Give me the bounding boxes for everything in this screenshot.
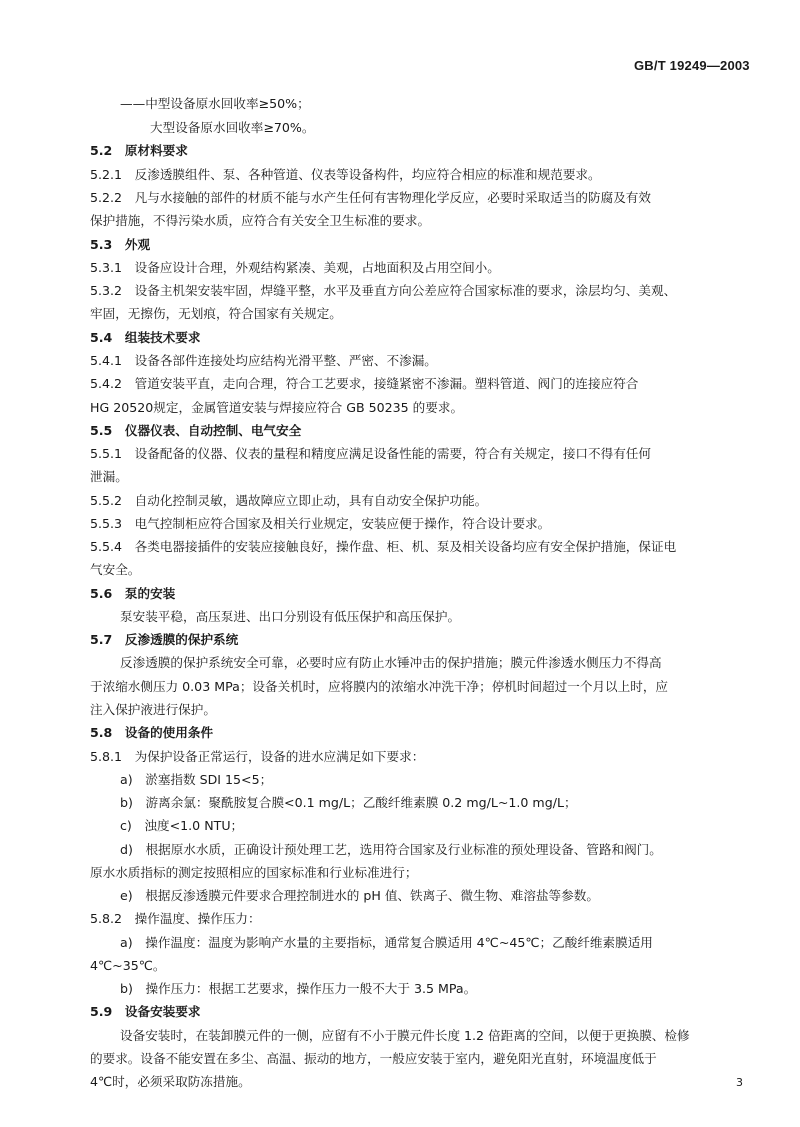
text-line: ——中型设备原水回收率≥50%； — [120, 96, 310, 111]
text-line: 注入保护液进行保护。 — [90, 702, 216, 717]
text-line: 5.2.2 凡与水接触的部件的材质不能与水产生任何有害物理化学反应，必要时采取适当的防腐及有效 — [90, 190, 651, 205]
text-line: 5.5.3 电气控制柜应符合国家及相关行业规定，安装应便于操作，符合设计要求。 — [90, 516, 551, 531]
section-heading: 5.9 设备安装要求 — [90, 1004, 201, 1019]
text-line: 5.8.2 操作温度、操作压力： — [90, 911, 261, 926]
text-line: 4℃~35℃。 — [90, 958, 166, 973]
text-line: 5.8.1 为保护设备正常运行，设备的进水应满足如下要求： — [90, 749, 425, 764]
text-line: 泄漏。 — [90, 469, 128, 484]
section-heading: 5.5 仪器仪表、自动控制、电气安全 — [90, 423, 302, 438]
text-line: 原水水质指标的测定按照相应的国家标准和行业标准进行； — [90, 865, 418, 880]
text-line: 5.5.2 自动化控制灵敏，遇故障应立即止动，具有自动安全保护功能。 — [90, 493, 488, 508]
list-item: c) 浊度<1.0 NTU； — [120, 818, 244, 833]
list-item: a) 操作温度：温度为影响产水量的主要指标，通常复合膜适用 4℃~45℃；乙酸纤维素膜适用 — [120, 935, 653, 950]
text-line: 5.3.1 设备应设计合理，外观结构紧凑、美观，占地面积及占用空间小。 — [90, 260, 500, 275]
text-line: 5.5.1 设备配备的仪器、仪表的量程和精度应满足设备性能的需要，符合有关规定，接口不得有任何 — [90, 446, 651, 461]
text-line: 5.4.1 设备各部件连接处均应结构光滑平整、严密、不渗漏。 — [90, 353, 437, 368]
text-line: 泵安装平稳，高压泵进、出口分别设有低压保护和高压保护。 — [120, 609, 461, 624]
list-item: a) 淤塞指数 SDI 15<5； — [120, 772, 273, 787]
text-line: 于浓缩水侧压力 0.03 MPa；设备关机时，应将膜内的浓缩水冲洗干净；停机时间超过一个月以上时，应 — [90, 679, 669, 694]
list-item: b) 操作压力：根据工艺要求，操作压力一般不大于 3.5 MPa。 — [120, 981, 477, 996]
text-line: 的要求。设备不能安置在多尘、高温、振动的地方，一般应安装于室内，避免阳光直射，环境温度低于 — [90, 1051, 657, 1066]
page-number: 3 — [736, 1076, 743, 1089]
section-heading: 5.3 外观 — [90, 237, 151, 252]
text-line: 设备安装时，在装卸膜元件的一侧，应留有不小于膜元件长度 1.2 倍距离的空间，以便于更换膜、检修 — [120, 1028, 690, 1043]
section-heading: 5.7 反渗透膜的保护系统 — [90, 632, 239, 647]
text-line: 反渗透膜的保护系统安全可靠，必要时应有防止水锤冲击的保护措施；膜元件渗透水侧压力不得高 — [120, 655, 662, 670]
text-line: 5.4.2 管道安装平直，走向合理，符合工艺要求，接缝紧密不渗漏。塑料管道、阀门的连接应符合 — [90, 376, 639, 391]
list-item: e) 根据反渗透膜元件要求合理控制进水的 pH 值、铁离子、微生物、难溶盐等参数。 — [120, 888, 599, 903]
section-heading: 5.6 泵的安装 — [90, 586, 176, 601]
section-heading: 5.8 设备的使用条件 — [90, 725, 214, 740]
text-line: 5.5.4 各类电器接插件的安装应接触良好，操作盘、柜、机、泵及相关设备均应有安全保护措施，保证电 — [90, 539, 677, 554]
section-heading: 5.4 组装技术要求 — [90, 330, 201, 345]
text-line: 气安全。 — [90, 562, 141, 577]
list-item: d) 根据原水水质，正确设计预处理工艺，选用符合国家及行业标准的预处理设备、管路和阀门。 — [120, 842, 662, 857]
text-line: HG 20520规定，金属管道安装与焊接应符合 GB 50235 的要求。 — [90, 400, 464, 415]
text-line: 5.3.2 设备主机架安装牢固，焊缝平整，水平及垂直方向公差应符合国家标准的要求，涂层均匀、美观、 — [90, 283, 677, 298]
section-heading: 5.2 原材料要求 — [90, 143, 188, 158]
text-line: 牢固，无擦伤，无划痕，符合国家有关规定。 — [90, 306, 342, 321]
text-line: 4℃时，必须采取防冻措施。 — [90, 1074, 251, 1089]
text-line: 保护措施，不得污染水质，应符合有关安全卫生标准的要求。 — [90, 213, 431, 228]
list-item: b) 游离余氯：聚酰胺复合膜<0.1 mg/L；乙酸纤维素膜 0.2 mg/L~1.0 mg/L； — [120, 795, 577, 810]
standard-number: GB/T 19249—2003 — [634, 58, 750, 73]
text-line: 5.2.1 反渗透膜组件、泵、各种管道、仪表等设备构件，均应符合相应的标准和规范要求。 — [90, 167, 601, 182]
text-line: 大型设备原水回收率≥70%。 — [150, 120, 315, 135]
